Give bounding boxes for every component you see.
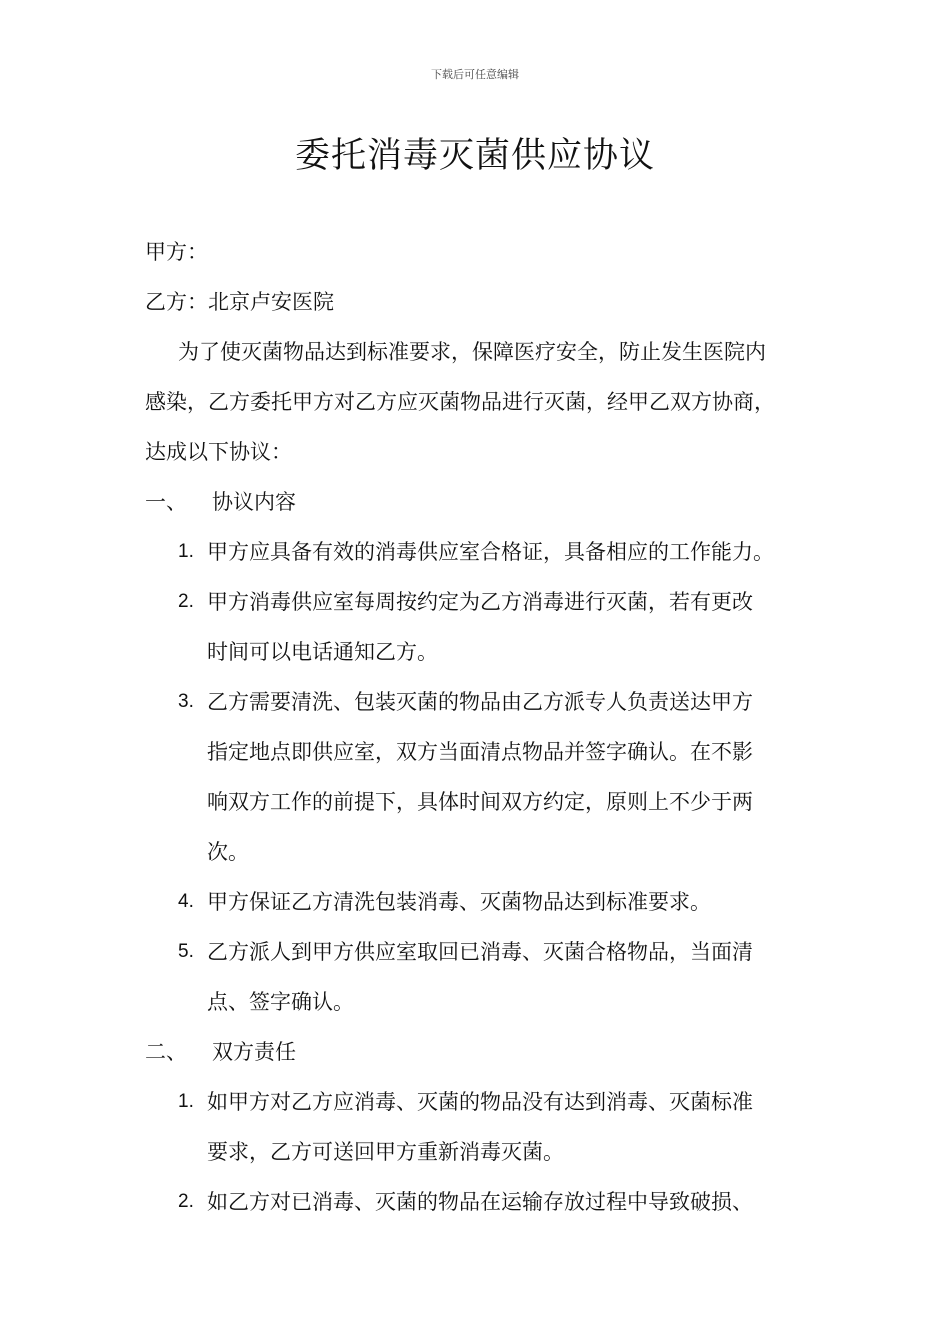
item-text-line: 如甲方对乙方应消毒、灭菌的物品没有达到消毒、灭菌标准 — [207, 1090, 753, 1114]
item-text-line: 乙方派人到甲方供应室取回已消毒、灭菌合格物品，当面清 — [207, 940, 753, 964]
item-number: 4. — [178, 891, 194, 912]
intro-line-1: 为了使灭菌物品达到标准要求，保障医疗安全，防止发生医院内 — [178, 340, 766, 364]
document-title: 委托消毒灭菌供应协议 — [294, 136, 655, 176]
item-text-line: 乙方需要清洗、包装灭菌的物品由乙方派专人负责送达甲方 — [207, 690, 753, 714]
party-a: 甲方： — [145, 240, 208, 264]
item-text-line: 要求，乙方可送回甲方重新消毒灭菌。 — [207, 1140, 564, 1164]
item-number: 5. — [178, 941, 194, 962]
item-text-line: 如乙方对已消毒、灭菌的物品在运输存放过程中导致破损、 — [207, 1190, 753, 1214]
item-text-line: 甲方消毒供应室每周按约定为乙方消毒进行灭菌，若有更改 — [207, 590, 753, 614]
intro-line-3: 达成以下协议： — [145, 440, 292, 464]
item-text-line: 甲方保证乙方清洗包装消毒、灭菌物品达到标准要求。 — [207, 890, 711, 914]
section-1-number: 一、 — [145, 490, 187, 514]
item-number: 1. — [178, 1091, 194, 1112]
item-text-line: 时间可以电话通知乙方。 — [207, 640, 438, 664]
section-2-number: 二、 — [145, 1040, 187, 1064]
party-b: 乙方：北京卢安医院 — [145, 290, 334, 314]
item-text-line: 点、签字确认。 — [207, 990, 354, 1014]
item-text-line: 响双方工作的前提下，具体时间双方约定，原则上不少于两 — [207, 790, 753, 814]
item-number: 2. — [178, 1191, 194, 1212]
item-number: 3. — [178, 691, 194, 712]
item-text-line: 次。 — [207, 840, 249, 864]
section-2-title: 双方责任 — [212, 1040, 296, 1064]
header-note: 下载后可任意编辑 — [431, 68, 519, 81]
section-1-title: 协议内容 — [212, 490, 296, 514]
item-number: 2. — [178, 591, 194, 612]
intro-line-2: 感染，乙方委托甲方对乙方应灭菌物品进行灭菌，经甲乙双方协商， — [145, 390, 775, 414]
item-number: 1. — [178, 541, 194, 562]
item-text-line: 甲方应具备有效的消毒供应室合格证，具备相应的工作能力。 — [207, 540, 774, 564]
item-text-line: 指定地点即供应室，双方当面清点物品并签字确认。在不影 — [207, 740, 753, 764]
